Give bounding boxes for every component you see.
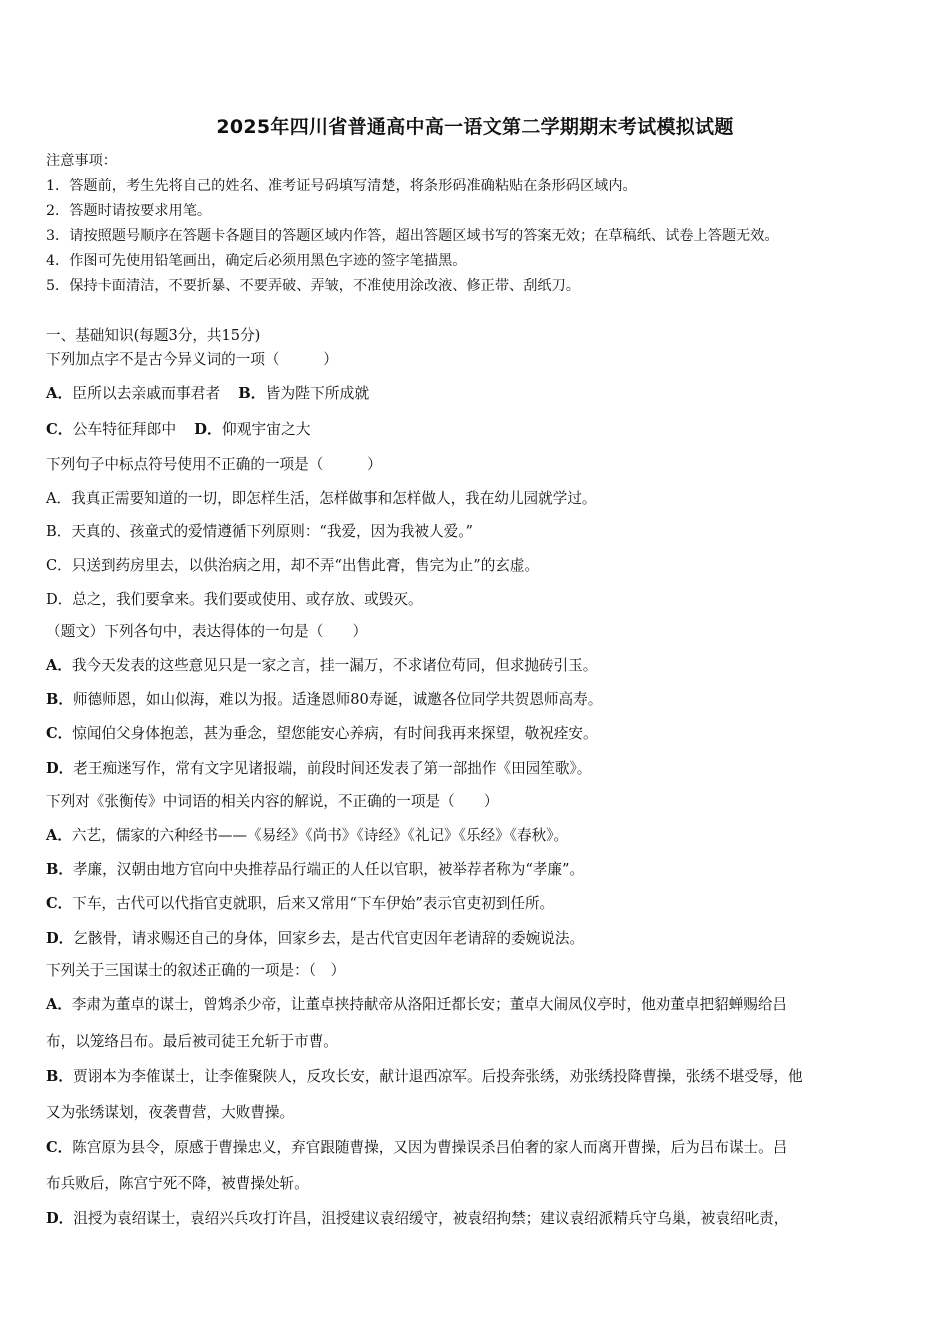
q1-option-d-text: 仰观宇宙之大: [221, 421, 311, 438]
q3-option-c-label: C．: [46, 725, 73, 742]
notice-item-3: 3．请按照题号顺序在答题卡各题目的答题区域内作答，超出答题区域书写的答案无效；在草稿纸、试卷上答题无效。: [46, 228, 779, 244]
q3-option-d: [46, 759, 591, 779]
q3-option-b-text: 师德师恩，如山似海，难以为报。适逢恩师80寿诞，诚邀各位同学共贺恩师高寿。: [72, 691, 603, 708]
q4-option-a-label: A．: [46, 827, 72, 844]
q4-stem: 下列对《张衡传》中词语的相关内容的解说，不正确的一项是（ ）: [46, 793, 499, 810]
q2-stem: 下列句子中标点符号使用不正确的一项是（ ）: [46, 456, 382, 473]
q3-option-b-label: B．: [46, 691, 73, 708]
q5-option-a-label: A．: [46, 996, 72, 1013]
q1-option-c-text: 公车特征拜郎中: [72, 421, 177, 438]
q3-option-a-label: A．: [46, 657, 72, 674]
q5-option-d-line1: [46, 1209, 788, 1229]
q4-option-a: [46, 826, 568, 846]
notice-item-4: 4．作图可先使用铅笔画出，确定后必须用黑色字迹的签字笔描黑。: [46, 253, 467, 269]
q5-option-b-line1: [46, 1067, 803, 1087]
q5-option-b-line2: 又为张绣谋划，夜袭曹营，大败曹操。: [46, 1104, 295, 1121]
q4-option-c: [46, 894, 554, 914]
q1-option-b-label: B．: [238, 385, 266, 402]
q2-option-d: D．总之，我们要拿来。我们要或使用、或存放、或毁灭。: [46, 591, 423, 608]
q4-option-b-text: 孝廉，汉朝由地方官向中央推荐品行端正的人任以官职，被举荐者称为“孝廉”。: [72, 861, 585, 878]
q3-option-d-text: 老王痴迷写作，常有文字见诸报端，前段时间还发表了第一部拙作《田园笙歌》。: [73, 760, 592, 777]
q2-option-b: B．天真的、孩童式的爱情遵循下列原则：“我爱，因为我被人爱。”: [46, 523, 473, 540]
q5-option-c-text-1: 陈宫原为县令，原感于曹操忠义，弃官跟随曹操，又因为曹操误杀吕伯奢的家人而离开曹操，后为吕布谋士。吕: [72, 1139, 788, 1156]
q1-stem: 下列加点字不是古今异义词的一项（ ）: [46, 351, 338, 368]
q5-option-b-text-1: 贾诩本为李傕谋士，让李傕聚陕人，反攻长安，献计退西凉军。后投奔张绣，劝张绣投降曹操，张绣不堪受辱，他: [72, 1068, 803, 1085]
q4-option-a-text: 六艺，儒家的六种经书——《易经》《尚书》《诗经》《礼记》《乐经》《春秋》。: [71, 827, 569, 844]
q4-option-b: [46, 860, 584, 880]
q1-option-a-label: A．: [46, 385, 73, 402]
q2-option-c: C．只送到药房里去，以供治病之用，却不弄“出售此膏，售完为止”的玄虚。: [46, 557, 540, 574]
exam-title: 2025年四川省普通高中高一语文第二学期期末考试模拟试题: [216, 116, 734, 138]
notice-item-2: 2．答题时请按要求用笔。: [46, 203, 212, 219]
q5-option-c-line2: 布兵败后，陈宫宁死不降，被曹操处斩。: [46, 1175, 309, 1192]
q5-option-c-label: C．: [46, 1139, 73, 1156]
q3-option-b: [46, 690, 602, 710]
notice-heading: 注意事项：: [46, 153, 117, 169]
q3-option-c-text: 惊闻伯父身体抱恙，甚为垂念，望您能安心养病，有时间我再来探望，敬祝痊安。: [72, 725, 598, 742]
q4-option-d-text: 乞骸骨，请求赐还自己的身体，回家乡去，是古代官吏因年老请辞的委婉说法。: [73, 930, 585, 947]
q5-option-d-text-1: 沮授为袁绍谋士，袁绍兴兵攻打许昌，沮授建议袁绍缓守，被袁绍拘禁；建议袁绍派精兵守乌巢，被袁绍叱责，: [73, 1210, 789, 1227]
q5-option-b-label: B．: [46, 1068, 73, 1085]
q3-option-d-label: D．: [46, 760, 74, 777]
q3-stem: （题文）下列各句中，表达得体的一句是（ ）: [46, 623, 368, 640]
q3-option-a: [46, 656, 597, 676]
q1-options-ab: [46, 384, 369, 404]
q3-option-c: [46, 724, 598, 744]
q1-option-b-text: 皆为陛下所成就: [265, 385, 370, 402]
q1-option-a-text: 臣所以去亲戚而事君者: [72, 385, 221, 402]
q4-option-c-label: C．: [46, 895, 73, 912]
q5-option-d-label: D．: [46, 1210, 74, 1227]
q5-option-a-line1: [46, 995, 787, 1015]
notice-item-5: 5．保持卡面清洁，不要折暴、不要弄破、弄皱，不准使用涂改液、修正带、刮纸刀。: [46, 278, 580, 294]
section-heading: 一、基础知识(每题3分，共15分): [46, 327, 261, 344]
q1-option-d-label: D．: [194, 421, 222, 438]
q3-option-a-text: 我今天发表的这些意见只是一家之言，挂一漏万，不求诸位苟同，但求抛砖引玉。: [71, 657, 598, 674]
q1-options-cd: [46, 420, 311, 440]
q2-option-a: A．我真正需要知道的一切，即怎样生活，怎样做事和怎样做人，我在幼儿园就学过。: [46, 490, 597, 507]
q1-option-c-label: C．: [46, 421, 73, 438]
q4-option-c-text: 下车，古代可以代指官吏就职，后来又常用“下车伊始”表示官吏初到任所。: [72, 895, 555, 912]
q5-option-a-line2: 布，以笼络吕布。最后被司徒王允斩于市曹。: [46, 1033, 338, 1050]
q4-option-d: [46, 929, 584, 949]
q5-option-c-line1: [46, 1138, 787, 1158]
notice-item-1: 1．答题前，考生先将自己的姓名、准考证号码填写清楚，将条形码准确粘贴在条形码区域内。: [46, 178, 637, 194]
q5-option-a-text-1: 李肃为董卓的谋士，曾鸩杀少帝，让董卓挟持献帝从洛阳迁都长安；董卓大闹凤仪亭时，他劝董卓把貂蝉赐给吕: [71, 996, 788, 1013]
q5-stem: 下列关于三国谋士的叙述正确的一项是：（ ）: [46, 962, 346, 979]
q4-option-b-label: B．: [46, 861, 73, 878]
q4-option-d-label: D．: [46, 930, 74, 947]
